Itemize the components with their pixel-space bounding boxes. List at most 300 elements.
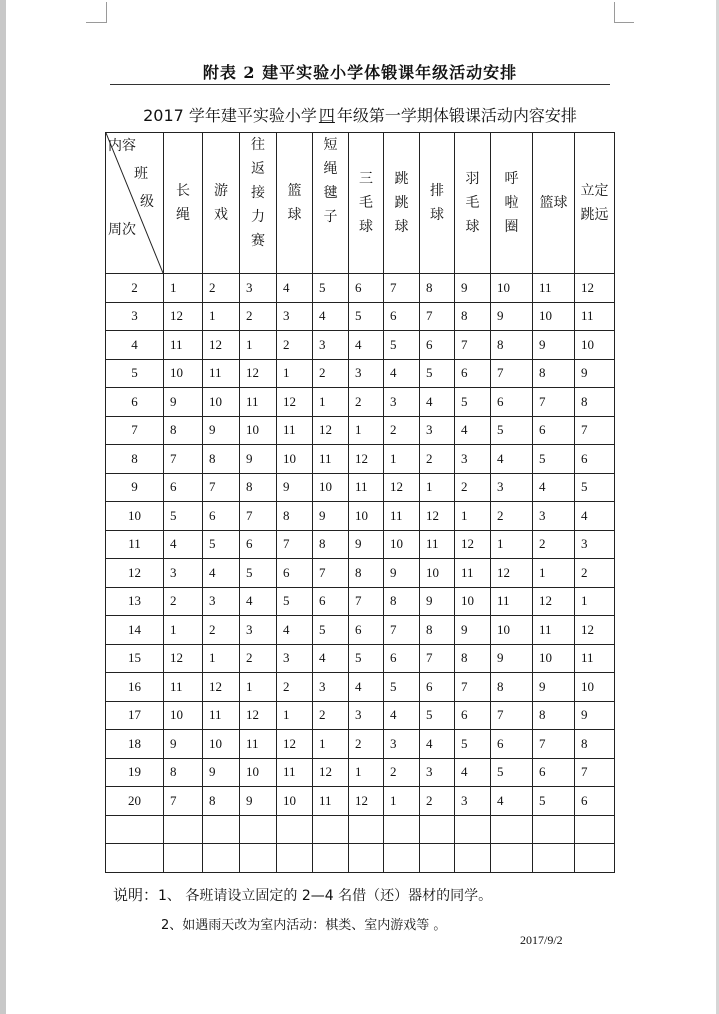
class-number-cell: 2 <box>240 302 277 331</box>
class-number-cell: 12 <box>277 388 313 417</box>
table-row <box>106 502 615 531</box>
class-number-cell: 1 <box>455 502 491 531</box>
class-number-cell: 10 <box>533 644 575 673</box>
class-number-cell: 4 <box>349 331 384 360</box>
class-number-cell: 10 <box>420 559 455 588</box>
class-number-cell: 2 <box>277 673 313 702</box>
table-row <box>106 388 615 417</box>
class-number-cell: 11 <box>164 331 203 360</box>
class-number-cell: 3 <box>277 644 313 673</box>
class-number-cell: 12 <box>313 416 349 445</box>
class-number-cell: 6 <box>313 587 349 616</box>
class-number-cell: 1 <box>203 302 240 331</box>
class-number-cell: 10 <box>203 730 240 759</box>
class-number-cell: 11 <box>384 502 420 531</box>
class-number-cell: 2 <box>575 559 615 588</box>
corner-class-label-a: 班 <box>134 166 148 182</box>
table-row <box>106 844 615 873</box>
class-number-cell: 1 <box>313 730 349 759</box>
class-number-cell: 4 <box>240 587 277 616</box>
class-number-cell: 5 <box>420 359 455 388</box>
crop-mark-top-right <box>614 22 634 23</box>
class-number-cell <box>203 815 240 844</box>
class-number-cell: 7 <box>203 473 240 502</box>
subtitle-prefix: 2017 学年建平实验小学 <box>143 106 317 125</box>
class-number-cell: 11 <box>349 473 384 502</box>
class-number-cell: 9 <box>575 359 615 388</box>
week-cell: 12 <box>106 559 164 588</box>
crop-mark-top-left-vertical <box>106 2 107 23</box>
class-number-cell: 3 <box>455 445 491 474</box>
class-number-cell: 8 <box>575 388 615 417</box>
class-number-cell <box>491 815 533 844</box>
class-number-cell: 9 <box>203 758 240 787</box>
week-cell: 20 <box>106 787 164 816</box>
table-row <box>106 701 615 730</box>
class-number-cell: 8 <box>384 587 420 616</box>
class-number-cell: 9 <box>491 644 533 673</box>
class-number-cell <box>420 844 455 873</box>
class-number-cell: 7 <box>455 673 491 702</box>
table-row <box>106 473 615 502</box>
week-cell: 8 <box>106 445 164 474</box>
class-number-cell: 1 <box>277 701 313 730</box>
class-number-cell: 2 <box>384 416 420 445</box>
schedule-body <box>106 274 615 873</box>
class-number-cell: 7 <box>384 274 420 303</box>
class-number-cell: 8 <box>240 473 277 502</box>
class-number-cell: 8 <box>203 787 240 816</box>
class-number-cell: 9 <box>203 416 240 445</box>
class-number-cell: 3 <box>533 502 575 531</box>
table-row <box>106 359 615 388</box>
class-number-cell: 10 <box>575 673 615 702</box>
week-cell: 6 <box>106 388 164 417</box>
class-number-cell: 7 <box>491 359 533 388</box>
table-row <box>106 416 615 445</box>
class-number-cell: 4 <box>277 616 313 645</box>
class-number-cell: 8 <box>164 758 203 787</box>
class-number-cell: 10 <box>313 473 349 502</box>
class-number-cell: 8 <box>455 302 491 331</box>
class-number-cell: 6 <box>455 359 491 388</box>
table-row <box>106 302 615 331</box>
class-number-cell: 11 <box>240 730 277 759</box>
class-number-cell: 9 <box>491 302 533 331</box>
class-number-cell: 3 <box>420 416 455 445</box>
class-number-cell: 1 <box>384 445 420 474</box>
table-row <box>106 445 615 474</box>
class-number-cell: 9 <box>240 787 277 816</box>
table-row <box>106 587 615 616</box>
class-number-cell: 3 <box>491 473 533 502</box>
class-number-cell: 9 <box>164 730 203 759</box>
class-number-cell: 2 <box>164 587 203 616</box>
class-number-cell: 7 <box>277 530 313 559</box>
class-number-cell: 5 <box>313 616 349 645</box>
class-number-cell: 6 <box>455 701 491 730</box>
class-number-cell: 11 <box>203 701 240 730</box>
class-number-cell: 10 <box>203 388 240 417</box>
class-number-cell: 4 <box>575 502 615 531</box>
class-number-cell: 9 <box>455 274 491 303</box>
class-number-cell: 6 <box>420 673 455 702</box>
class-number-cell: 6 <box>491 730 533 759</box>
table-row <box>106 616 615 645</box>
class-number-cell: 9 <box>277 473 313 502</box>
class-number-cell: 6 <box>575 445 615 474</box>
class-number-cell: 11 <box>203 359 240 388</box>
class-number-cell <box>533 844 575 873</box>
class-number-cell <box>164 844 203 873</box>
class-number-cell <box>533 815 575 844</box>
class-number-cell: 11 <box>277 758 313 787</box>
class-number-cell: 2 <box>240 644 277 673</box>
class-number-cell: 2 <box>384 758 420 787</box>
class-number-cell: 7 <box>313 559 349 588</box>
class-number-cell: 11 <box>313 445 349 474</box>
class-number-cell: 2 <box>420 445 455 474</box>
class-number-cell: 1 <box>349 758 384 787</box>
class-number-cell: 9 <box>240 445 277 474</box>
column-header: 游戏 <box>203 133 240 274</box>
class-number-cell: 3 <box>240 616 277 645</box>
class-number-cell: 12 <box>240 359 277 388</box>
week-cell: 15 <box>106 644 164 673</box>
class-number-cell: 8 <box>420 616 455 645</box>
class-number-cell: 4 <box>420 388 455 417</box>
class-number-cell: 2 <box>277 331 313 360</box>
page-edge-left <box>0 0 6 1014</box>
document-title: 附表 2 建平实验小学体锻课年级活动安排 <box>202 63 518 82</box>
subtitle-suffix: 年级第一学期体锻课活动内容安排 <box>336 106 577 125</box>
column-header: 往返接力赛 <box>240 133 277 274</box>
class-number-cell: 5 <box>164 502 203 531</box>
class-number-cell: 2 <box>349 730 384 759</box>
column-header: 短绳毽子 <box>313 133 349 274</box>
note-line-1 <box>113 884 492 905</box>
class-number-cell: 7 <box>533 730 575 759</box>
class-number-cell: 8 <box>277 502 313 531</box>
class-number-cell: 12 <box>349 787 384 816</box>
class-number-cell: 6 <box>277 559 313 588</box>
table-subtitle <box>106 103 614 126</box>
class-number-cell: 4 <box>349 673 384 702</box>
class-number-cell: 8 <box>420 274 455 303</box>
class-number-cell: 10 <box>164 701 203 730</box>
class-number-cell: 9 <box>575 701 615 730</box>
class-number-cell: 3 <box>240 274 277 303</box>
class-number-cell: 5 <box>384 331 420 360</box>
column-header: 羽毛球 <box>455 133 491 274</box>
class-number-cell: 12 <box>203 673 240 702</box>
crop-mark-top-left <box>86 22 106 23</box>
class-number-cell: 4 <box>313 644 349 673</box>
class-number-cell: 7 <box>575 758 615 787</box>
class-number-cell: 3 <box>277 302 313 331</box>
class-number-cell: 9 <box>455 616 491 645</box>
class-number-cell: 8 <box>491 331 533 360</box>
class-number-cell: 4 <box>313 302 349 331</box>
class-number-cell: 6 <box>240 530 277 559</box>
class-number-cell: 9 <box>313 502 349 531</box>
class-number-cell: 11 <box>575 302 615 331</box>
class-number-cell: 4 <box>420 730 455 759</box>
class-number-cell: 1 <box>575 587 615 616</box>
class-number-cell: 1 <box>164 274 203 303</box>
class-number-cell: 12 <box>240 701 277 730</box>
column-header: 三毛球 <box>349 133 384 274</box>
class-number-cell: 5 <box>575 473 615 502</box>
class-number-cell: 9 <box>384 559 420 588</box>
class-number-cell: 7 <box>575 416 615 445</box>
class-number-cell: 9 <box>420 587 455 616</box>
table-row <box>106 673 615 702</box>
class-number-cell: 8 <box>349 559 384 588</box>
class-number-cell: 7 <box>349 587 384 616</box>
class-number-cell: 10 <box>277 787 313 816</box>
class-number-cell: 1 <box>164 616 203 645</box>
column-header: 排球 <box>420 133 455 274</box>
class-number-cell: 6 <box>533 416 575 445</box>
class-number-cell: 3 <box>384 730 420 759</box>
table-row <box>106 274 615 303</box>
class-number-cell <box>313 844 349 873</box>
corner-class-label-b: 级 <box>140 194 154 210</box>
table-row <box>106 787 615 816</box>
week-cell: 7 <box>106 416 164 445</box>
class-number-cell: 3 <box>349 359 384 388</box>
note-line-2: 2、如遇雨天改为室内活动：棋类、室内游戏等 。 <box>161 918 447 933</box>
class-number-cell: 4 <box>384 701 420 730</box>
class-number-cell: 5 <box>349 302 384 331</box>
class-number-cell: 4 <box>455 416 491 445</box>
week-cell: 16 <box>106 673 164 702</box>
title-underline <box>110 84 610 85</box>
class-number-cell: 3 <box>164 559 203 588</box>
class-number-cell: 4 <box>491 787 533 816</box>
class-number-cell: 6 <box>420 331 455 360</box>
table-row <box>106 530 615 559</box>
class-number-cell <box>203 844 240 873</box>
class-number-cell: 12 <box>420 502 455 531</box>
class-number-cell: 7 <box>384 616 420 645</box>
class-number-cell <box>164 815 203 844</box>
class-number-cell <box>575 844 615 873</box>
class-number-cell: 4 <box>491 445 533 474</box>
class-number-cell: 3 <box>384 388 420 417</box>
class-number-cell: 4 <box>164 530 203 559</box>
class-number-cell: 10 <box>533 302 575 331</box>
class-number-cell <box>240 815 277 844</box>
class-number-cell: 1 <box>240 331 277 360</box>
class-number-cell: 11 <box>455 559 491 588</box>
week-cell: 13 <box>106 587 164 616</box>
class-number-cell <box>575 815 615 844</box>
class-number-cell: 4 <box>533 473 575 502</box>
class-number-cell: 10 <box>277 445 313 474</box>
class-number-cell: 1 <box>384 787 420 816</box>
class-number-cell: 12 <box>384 473 420 502</box>
class-number-cell: 4 <box>277 274 313 303</box>
class-number-cell <box>420 815 455 844</box>
class-number-cell: 3 <box>575 530 615 559</box>
class-number-cell: 5 <box>455 730 491 759</box>
class-number-cell: 8 <box>164 416 203 445</box>
week-cell: 4 <box>106 331 164 360</box>
class-number-cell: 1 <box>277 359 313 388</box>
class-number-cell: 12 <box>575 616 615 645</box>
class-number-cell <box>240 844 277 873</box>
week-cell: 9 <box>106 473 164 502</box>
table-row <box>106 815 615 844</box>
table-row <box>106 559 615 588</box>
class-number-cell: 10 <box>240 758 277 787</box>
corner-week-label: 周次 <box>108 222 136 238</box>
class-number-cell: 12 <box>277 730 313 759</box>
note-1-text: 1、 各班请设立固定的 2—4 名借（还）器材的同学。 <box>158 888 493 904</box>
class-number-cell: 3 <box>203 587 240 616</box>
class-number-cell: 2 <box>313 701 349 730</box>
class-number-cell <box>455 844 491 873</box>
week-cell: 2 <box>106 274 164 303</box>
class-number-cell <box>384 815 420 844</box>
class-number-cell: 3 <box>420 758 455 787</box>
class-number-cell <box>491 844 533 873</box>
class-number-cell: 10 <box>491 274 533 303</box>
week-cell: 19 <box>106 758 164 787</box>
class-number-cell: 5 <box>277 587 313 616</box>
week-cell: 18 <box>106 730 164 759</box>
class-number-cell: 10 <box>491 616 533 645</box>
class-number-cell <box>384 844 420 873</box>
class-number-cell: 8 <box>313 530 349 559</box>
header-row <box>106 133 615 274</box>
class-number-cell <box>455 815 491 844</box>
week-cell: 14 <box>106 616 164 645</box>
corner-content-label: 内容 <box>108 138 136 154</box>
class-number-cell: 12 <box>455 530 491 559</box>
class-number-cell: 2 <box>455 473 491 502</box>
class-number-cell: 11 <box>533 616 575 645</box>
class-number-cell: 7 <box>420 302 455 331</box>
week-cell: 5 <box>106 359 164 388</box>
class-number-cell: 1 <box>420 473 455 502</box>
class-number-cell: 6 <box>491 388 533 417</box>
class-number-cell: 5 <box>491 416 533 445</box>
class-number-cell: 6 <box>575 787 615 816</box>
class-number-cell: 3 <box>313 673 349 702</box>
document-date: 2017/9/2 <box>520 933 563 947</box>
class-number-cell: 5 <box>349 644 384 673</box>
subtitle-grade: 四 <box>318 106 335 125</box>
class-number-cell: 7 <box>491 701 533 730</box>
class-number-cell <box>349 815 384 844</box>
class-number-cell: 6 <box>203 502 240 531</box>
class-number-cell: 5 <box>491 758 533 787</box>
class-number-cell: 7 <box>455 331 491 360</box>
class-number-cell: 7 <box>533 388 575 417</box>
class-number-cell: 5 <box>240 559 277 588</box>
column-header: 长绳 <box>164 133 203 274</box>
class-number-cell: 10 <box>455 587 491 616</box>
class-number-cell: 9 <box>164 388 203 417</box>
class-number-cell: 1 <box>313 388 349 417</box>
class-number-cell: 6 <box>349 616 384 645</box>
class-number-cell: 5 <box>384 673 420 702</box>
class-number-cell: 4 <box>455 758 491 787</box>
class-number-cell: 5 <box>455 388 491 417</box>
table-row <box>106 644 615 673</box>
class-number-cell: 5 <box>533 445 575 474</box>
class-number-cell: 11 <box>164 673 203 702</box>
class-number-cell: 10 <box>349 502 384 531</box>
class-number-cell: 11 <box>277 416 313 445</box>
week-cell <box>106 815 164 844</box>
class-number-cell: 2 <box>203 274 240 303</box>
class-number-cell: 8 <box>491 673 533 702</box>
class-number-cell: 11 <box>575 644 615 673</box>
table-row <box>106 730 615 759</box>
class-number-cell: 11 <box>240 388 277 417</box>
class-number-cell <box>277 844 313 873</box>
class-number-cell: 1 <box>349 416 384 445</box>
class-number-cell: 12 <box>313 758 349 787</box>
class-number-cell: 5 <box>420 701 455 730</box>
corner-header-cell <box>106 133 164 274</box>
class-number-cell <box>349 844 384 873</box>
class-number-cell: 10 <box>575 331 615 360</box>
class-number-cell: 2 <box>420 787 455 816</box>
class-number-cell: 10 <box>240 416 277 445</box>
class-number-cell: 7 <box>164 787 203 816</box>
class-number-cell: 8 <box>203 445 240 474</box>
class-number-cell: 6 <box>164 473 203 502</box>
week-cell: 17 <box>106 701 164 730</box>
class-number-cell: 10 <box>384 530 420 559</box>
class-number-cell: 9 <box>349 530 384 559</box>
class-number-cell: 11 <box>313 787 349 816</box>
crop-mark-top-right-vertical <box>614 2 615 23</box>
class-number-cell: 12 <box>533 587 575 616</box>
table-row <box>106 331 615 360</box>
class-number-cell: 1 <box>533 559 575 588</box>
class-number-cell: 2 <box>203 616 240 645</box>
class-number-cell: 2 <box>313 359 349 388</box>
class-number-cell: 1 <box>240 673 277 702</box>
class-number-cell: 11 <box>533 274 575 303</box>
class-number-cell: 5 <box>533 787 575 816</box>
class-number-cell: 6 <box>349 274 384 303</box>
class-number-cell: 2 <box>491 502 533 531</box>
class-number-cell: 12 <box>164 644 203 673</box>
class-number-cell: 5 <box>313 274 349 303</box>
class-number-cell: 3 <box>313 331 349 360</box>
class-number-cell: 11 <box>420 530 455 559</box>
week-cell: 3 <box>106 302 164 331</box>
class-number-cell: 2 <box>533 530 575 559</box>
class-number-cell: 3 <box>455 787 491 816</box>
column-header: 跳跳球 <box>384 133 420 274</box>
class-number-cell: 2 <box>349 388 384 417</box>
column-header: 立定跳远 <box>575 133 615 274</box>
class-number-cell: 12 <box>203 331 240 360</box>
class-number-cell: 12 <box>491 559 533 588</box>
schedule-table <box>105 132 615 873</box>
column-header: 呼啦圈 <box>491 133 533 274</box>
class-number-cell: 12 <box>164 302 203 331</box>
week-cell: 10 <box>106 502 164 531</box>
